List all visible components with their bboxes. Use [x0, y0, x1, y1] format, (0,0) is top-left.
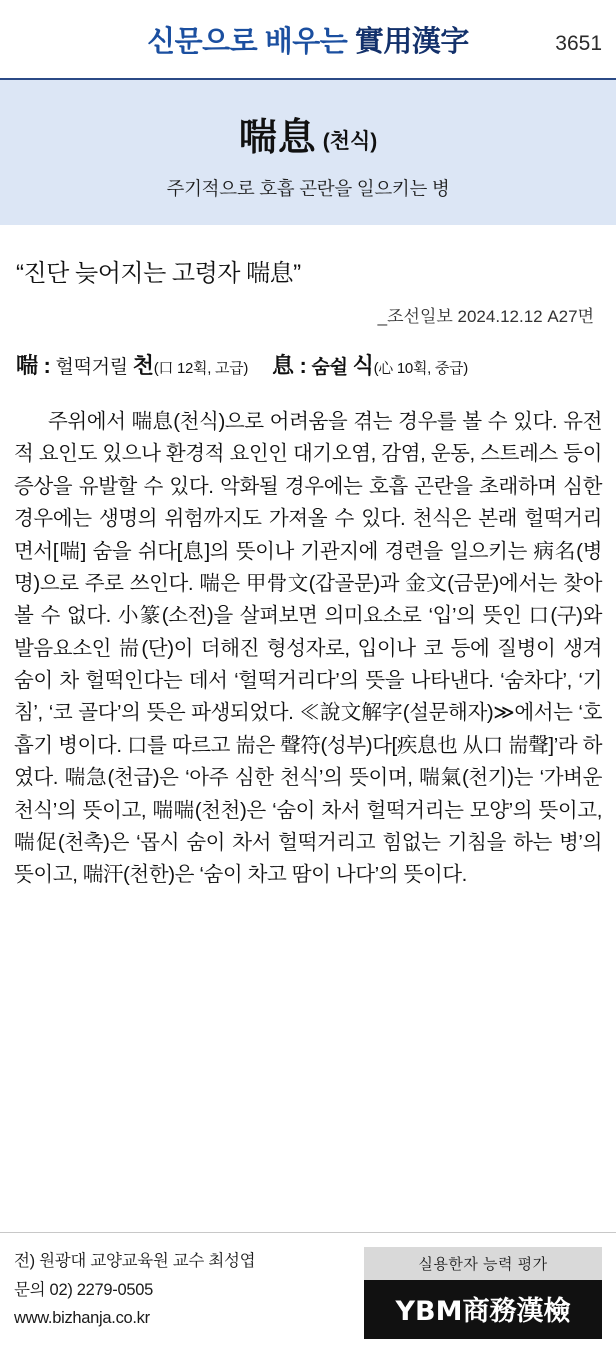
- glyph-1-char: 喘 :: [16, 353, 51, 378]
- glyph-1-meaning: 헐떡거릴: [55, 357, 133, 378]
- article-paragraph: 주위에서 喘息(천식)으로 어려움을 겪는 경우를 볼 수 있다. 유전적 요인도 있으나 환경적 요인인 대기오염, 감염, 운동, 스트레스 등이 증상을 유발할 수 있다. 악화될 경우에는 호흡 곤란을 초래하며 심한 경우에는 생명의 위험까지도 가져올 수 있다. 천식은 본래 헐떡거리면서[喘] 숨을 쉬다[息]의 뜻이나 기관지에 경련을 일으키는 病名(병명)으로 주로 쓰인다. 喘은 甲骨文(갑골문)과 金文(금문)에서는 찾아볼 수 없다. 小篆(소전)을 살펴보면 의미요소로 ‘입’의 뜻인 口(구)와 발음요소인 耑(단)이 더해진 형성자로, 입이나 코 등에 질병이 생겨 숨이 차 헐떡인다는 데서 ‘헐떡거리다’의 뜻을 나타낸다. ‘숨차다’, ‘기침’, ‘코 골다’의 뜻은 파생되었다. ≪說文解字(설문해자)≫에서는 ‘호흡기 병이다. 口를 따르고 耑은 聲符(성부)다[疾息也 从口 耑聲]’라 하였다. 喘急(천급)은 ‘아주 심한 천식’의 뜻이며, 喘氣(천기)는 ‘가벼운 천식’의 뜻이고, 喘喘(천천)은 ‘숨이 차서 헐떡거리는 모양’의 뜻이고, 喘促(천촉)은 ‘몹시 숨이 차서 헐떡거리고 힘없는 기침을 하는 병’의 뜻이고, 喘汗(천한)은 ‘숨이 차고 땀이 나다’의 뜻이다.: [14, 410, 602, 887]
- headword-hanja: 喘息: [238, 115, 317, 159]
- badge-subtitle: 실용한자 능력 평가: [364, 1247, 602, 1280]
- footer-website[interactable]: www.bizhanja.co.kr: [14, 1309, 150, 1328]
- glyph-definitions: [0, 349, 616, 380]
- issue-number: 3651: [555, 32, 602, 55]
- headword-band: [0, 80, 616, 225]
- glyph-2-meaning: 숨쉴: [311, 357, 353, 378]
- badge-brand: YBM商務漢檢: [364, 1280, 602, 1339]
- masthead-title-korean: 신문으로 배우는: [147, 25, 355, 58]
- footer-contact-block: [14, 1247, 255, 1333]
- glyph-2-note: (心 10획, 중급): [373, 360, 468, 377]
- footer-author: 전) 원광대 교양교육원 교수 최성엽: [14, 1252, 256, 1270]
- quote-text: “진단 늦어지는 고령자 喘息”: [16, 260, 301, 287]
- glyph-1-sound: 천: [132, 353, 154, 378]
- footer-phone: 문의 02) 2279-0505: [14, 1280, 154, 1299]
- masthead: [0, 0, 616, 80]
- glyph-2-char: 息 :: [272, 353, 307, 378]
- headword-reading: (천식): [322, 129, 378, 153]
- headword-description: 주기적으로 호흡 곤란을 일으키는 병: [166, 178, 450, 199]
- quote-section: [0, 225, 616, 327]
- footer: [0, 1232, 616, 1370]
- headword-row: [10, 106, 606, 161]
- masthead-title-hanja: 實用漢字: [354, 25, 469, 58]
- glyph-1-note: (口 12획, 고급): [153, 360, 249, 377]
- page-title: [147, 19, 469, 60]
- article-body: [0, 406, 616, 892]
- certification-badge: [364, 1247, 602, 1339]
- quote-source: _조선일보 2024.12.12 A27면: [377, 307, 594, 326]
- glyph-2-sound: 식: [352, 353, 374, 378]
